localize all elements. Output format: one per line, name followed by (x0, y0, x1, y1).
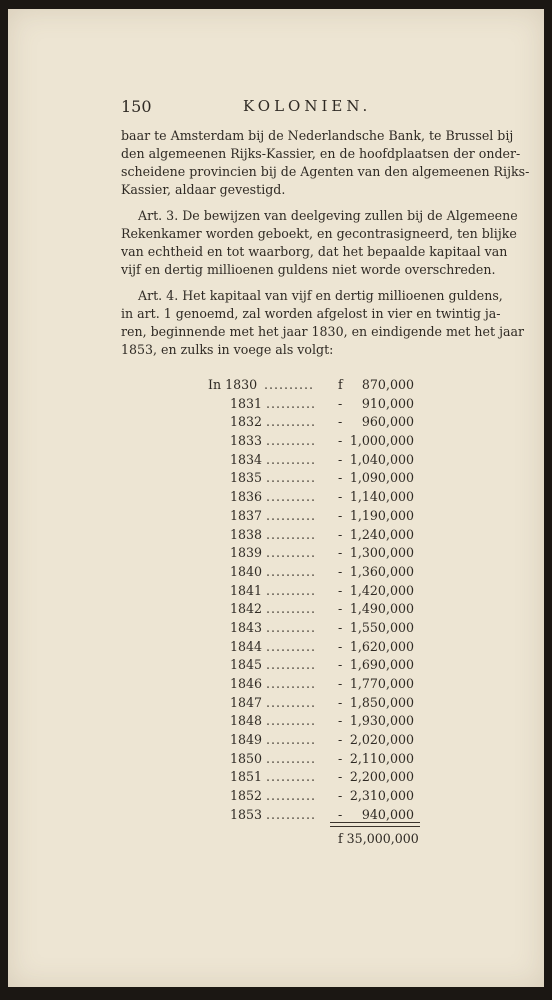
schedule-amount: 1,490,000 (349, 601, 414, 617)
schedule-row (208, 620, 428, 639)
body-text (121, 127, 530, 367)
schedule-year: 1837 (230, 507, 263, 523)
ditto-mark: - (338, 676, 343, 691)
schedule-year: 1835 (230, 470, 263, 486)
leader-dots: .......... (266, 769, 317, 785)
schedule-amount: 2,200,000 (349, 769, 414, 785)
repayment-schedule (208, 377, 428, 826)
ditto-mark: - (338, 732, 343, 748)
ditto-mark: - (338, 563, 343, 579)
schedule-year: 1840 (230, 563, 263, 579)
schedule-year: 1838 (230, 526, 263, 542)
paragraph-continuation (121, 127, 530, 199)
ditto-mark: - (338, 713, 343, 729)
ditto-mark: - (338, 657, 343, 673)
schedule-year: 1848 (230, 713, 263, 729)
schedule-year: 1843 (230, 619, 263, 635)
ditto-mark: - (338, 601, 343, 617)
schedule-row (208, 751, 428, 770)
schedule-year: 1839 (230, 545, 263, 561)
schedule-row (208, 769, 428, 788)
schedule-year: 1831 (230, 395, 263, 411)
total-rule (330, 822, 420, 823)
ditto-mark: - (338, 788, 343, 804)
schedule-amount: 910,000 (361, 395, 414, 411)
leader-dots: .......... (266, 507, 317, 523)
ditto-mark: - (338, 433, 343, 449)
schedule-year: 1836 (230, 489, 263, 505)
schedule-amount: 1,140,000 (349, 489, 414, 505)
schedule-row (208, 414, 428, 433)
leader-dots: .......... (266, 563, 317, 579)
text-line: Rekenkamer worden geboekt, en gecontrasigneerd, ten blijke (121, 226, 517, 241)
schedule-amount: 1,550,000 (349, 619, 414, 635)
schedule-amount: 2,110,000 (349, 750, 414, 766)
leader-dots: .......... (266, 395, 317, 411)
leader-dots: .......... (266, 582, 317, 598)
schedule-year: 1834 (230, 451, 263, 467)
schedule-amount: 960,000 (361, 414, 414, 430)
leader-dots: .......... (266, 526, 317, 542)
leader-dots: .......... (266, 414, 317, 430)
schedule-row (208, 732, 428, 751)
ditto-mark: - (338, 395, 343, 411)
schedule-amount: 2,020,000 (349, 732, 414, 748)
ditto-mark: - (338, 526, 343, 542)
schedule-amount: 1,930,000 (349, 713, 414, 729)
schedule-amount: 1,770,000 (349, 676, 414, 691)
schedule-amount: 1,040,000 (349, 451, 414, 467)
text-line: vijf en dertig millioenen guldens niet worde overschreden. (121, 262, 496, 277)
schedule-row (208, 788, 428, 807)
leader-dots: .......... (266, 545, 317, 561)
ditto-mark: - (338, 489, 343, 505)
schedule-row (208, 713, 428, 732)
ditto-mark: - (338, 750, 343, 766)
schedule-row (208, 452, 428, 471)
schedule-row (208, 433, 428, 452)
schedule-amount: 2,310,000 (349, 788, 414, 804)
schedule-amount: 1,240,000 (349, 526, 414, 542)
text-line: scheidene provincien bij de Agenten van den algemeenen Rijks- (121, 164, 530, 179)
ditto-mark: - (338, 451, 343, 467)
ditto-mark: - (338, 545, 343, 561)
ditto-mark: - (338, 507, 343, 523)
total-rule (330, 826, 420, 827)
ditto-mark: - (338, 694, 343, 710)
schedule-amount: 1,190,000 (349, 507, 414, 523)
leader-dots: .......... (266, 732, 317, 748)
schedule-row (208, 396, 428, 415)
leader-dots: .......... (266, 676, 317, 691)
schedule-year (208, 377, 257, 392)
schedule-year: 1850 (230, 750, 263, 766)
schedule-year: 1832 (230, 414, 263, 430)
schedule-row (208, 377, 428, 396)
text-line: 1853, en zulks in voege als volgt: (121, 342, 334, 357)
book-page (8, 9, 544, 987)
schedule-amount: 1,360,000 (349, 563, 414, 579)
leader-dots: .......... (266, 788, 317, 804)
schedule-amount: 870,000 (361, 377, 414, 392)
schedule-amount: 1,620,000 (349, 638, 414, 654)
schedule-year: 1852 (230, 788, 263, 804)
schedule-row (208, 657, 428, 676)
text-line: ren, beginnende met het jaar 1830, en eindigende met het jaar (121, 324, 525, 339)
leader-dots: .......... (266, 638, 317, 654)
text-line: in art. 1 genoemd, zal worden afgelost in vier en twintig ja- (121, 306, 501, 321)
schedule-amount: 1,000,000 (349, 433, 414, 449)
schedule-year: 1845 (230, 657, 263, 673)
schedule-row (208, 676, 428, 695)
leader-dots: .......... (266, 694, 317, 710)
schedule-year: 1844 (230, 638, 263, 654)
page-header (121, 97, 501, 121)
ditto-mark: - (338, 619, 343, 635)
paragraph-article-4 (121, 287, 525, 359)
currency-sign: f (338, 377, 343, 392)
schedule-year: 1833 (230, 433, 263, 449)
leader-dots: .......... (266, 451, 317, 467)
schedule-year: 1842 (230, 601, 263, 617)
schedule-row (208, 695, 428, 714)
text-line: Art. 4. Het kapitaal van vijf en dertig millioenen guldens, (138, 288, 503, 303)
leader-dots: .......... (266, 601, 317, 617)
leader-dots: .......... (264, 377, 315, 392)
schedule-row (208, 527, 428, 546)
leader-dots: .......... (266, 713, 317, 729)
schedule-row (208, 639, 428, 658)
ditto-mark: - (338, 414, 343, 430)
schedule-row (208, 489, 428, 508)
schedule-row (208, 508, 428, 527)
page-number: 150 (121, 97, 152, 116)
schedule-row (208, 545, 428, 564)
schedule-year: 1849 (230, 732, 263, 748)
ditto-mark: - (338, 582, 343, 598)
leader-dots: .......... (266, 806, 317, 822)
schedule-amount: 1,850,000 (349, 694, 414, 710)
ditto-mark: - (338, 470, 343, 486)
schedule-row (208, 564, 428, 583)
text-line: van echtheid en tot waarborg, dat het bepaalde kapitaal van (121, 244, 508, 259)
schedule-year-value: 1830 (225, 377, 258, 392)
leader-dots: .......... (266, 489, 317, 505)
schedule-year: 1851 (230, 769, 263, 785)
schedule-row (208, 601, 428, 620)
leader-dots: .......... (266, 657, 317, 673)
running-title: KOLONIEN. (243, 97, 372, 115)
schedule-year: 1841 (230, 582, 263, 598)
schedule-year: 1853 (230, 806, 263, 822)
schedule-amount: 1,090,000 (349, 470, 414, 486)
schedule-year: 1846 (230, 676, 263, 691)
leader-dots: .......... (266, 750, 317, 766)
ditto-mark: - (338, 638, 343, 654)
schedule-amount: 940,000 (361, 806, 414, 822)
schedule-amount: 1,690,000 (349, 657, 414, 673)
leader-dots: .......... (266, 433, 317, 449)
text-line: Art. 3. De bewijzen van deelgeving zullen bij de Algemeene (138, 208, 518, 223)
ditto-mark: - (338, 769, 343, 785)
schedule-prefix: In (208, 377, 222, 392)
leader-dots: .......... (266, 470, 317, 486)
schedule-amount: 1,300,000 (349, 545, 414, 561)
ditto-mark: - (338, 806, 343, 822)
leader-dots: .......... (266, 619, 317, 635)
schedule-year: 1847 (230, 694, 263, 710)
schedule-total: f 35,000,000 (338, 831, 419, 846)
text-line: den algemeenen Rijks-Kassier, en de hoofdplaatsen der onder- (121, 146, 521, 161)
paragraph-article-3 (121, 207, 518, 279)
schedule-row (208, 470, 428, 489)
text-line: baar te Amsterdam bij de Nederlandsche Bank, te Brussel bij (121, 128, 514, 143)
schedule-amount: 1,420,000 (349, 582, 414, 598)
schedule-row (208, 583, 428, 602)
text-line: Kassier, aldaar gevestigd. (121, 182, 286, 197)
